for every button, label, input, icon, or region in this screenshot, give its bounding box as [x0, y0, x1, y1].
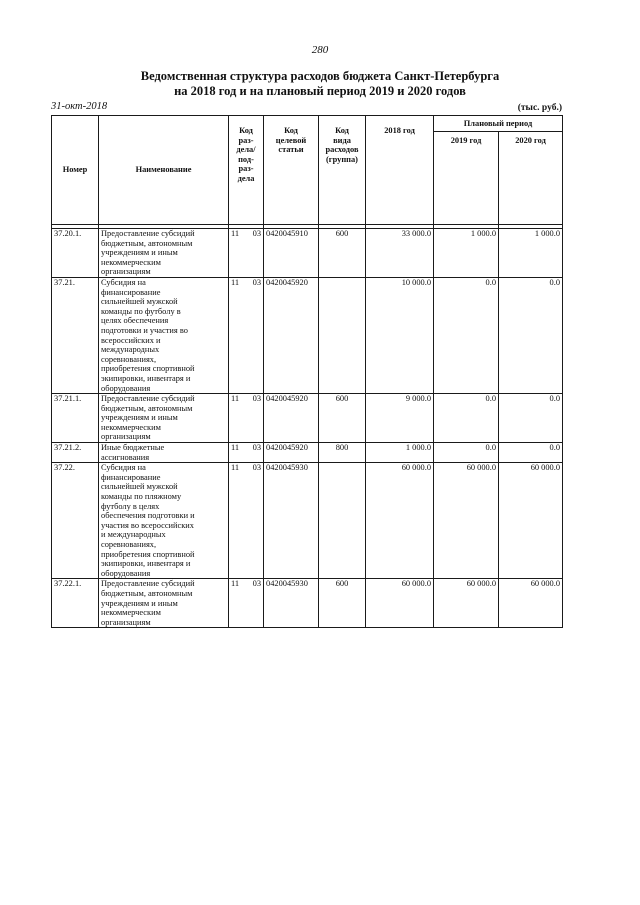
header-target-code: Код целевой статьи: [264, 116, 319, 225]
row-target-code: 0420045930: [264, 463, 319, 579]
row-section-code: [229, 443, 264, 463]
row-2019: 1 000.0: [434, 229, 499, 278]
row-2019: 0.0: [434, 394, 499, 443]
row-2018: 33 000.0: [366, 229, 434, 278]
section-code-b: 03: [252, 579, 261, 589]
row-expense-type: [319, 277, 366, 393]
row-expense-type: 600: [319, 579, 366, 628]
row-section-code: [229, 394, 264, 443]
table-row: [52, 277, 563, 393]
row-2020: 0.0: [499, 277, 563, 393]
row-name: Предоставление субсидий бюджетным, автономным учреждениям и иным некоммерческим организациям: [99, 579, 229, 628]
document-title-line-1: Ведомственная структура расходов бюджета Санкт-Петербурга: [140, 69, 500, 83]
row-2020: 60 000.0: [499, 579, 563, 628]
row-target-code: 0420045920: [264, 277, 319, 393]
row-name: Иные бюджетные ассигнования: [99, 443, 229, 463]
table-row: [52, 463, 563, 579]
row-number: 37.22.1.: [52, 579, 99, 628]
row-expense-type: 600: [319, 394, 366, 443]
header-2019: 2019 год: [434, 132, 499, 225]
header-2020: 2020 год: [499, 132, 563, 225]
table-row: [52, 229, 563, 278]
section-code-a: 11: [231, 443, 240, 453]
row-2018: 60 000.0: [366, 579, 434, 628]
row-2019: 60 000.0: [434, 463, 499, 579]
section-code-a: 11: [231, 463, 240, 473]
row-2019: 60 000.0: [434, 579, 499, 628]
section-code-a: 11: [231, 277, 240, 287]
row-number: 37.21.1.: [52, 394, 99, 443]
section-code-b: 03: [252, 463, 261, 473]
row-section-code: [229, 277, 264, 393]
table-row: [52, 579, 563, 628]
row-number: 37.21.: [52, 277, 99, 393]
table-header: [52, 116, 563, 225]
header-2018: 2018 год: [366, 116, 434, 225]
row-2020: 0.0: [499, 394, 563, 443]
document-title: [60, 69, 580, 99]
document-date: 31-окт-2018: [51, 101, 108, 112]
row-expense-type: 800: [319, 443, 366, 463]
row-target-code: 0420045920: [264, 443, 319, 463]
row-name: Предоставление субсидий бюджетным, автономным учреждениям и иным некоммерческим организациям: [99, 229, 229, 278]
budget-table: [51, 115, 563, 628]
row-2018: 10 000.0: [366, 277, 434, 393]
row-number: 37.20.1.: [52, 229, 99, 278]
header-planned-period: Плановый период: [434, 116, 563, 132]
table-body: [52, 225, 563, 628]
row-2020: 0.0: [499, 443, 563, 463]
row-name: Предоставление субсидий бюджетным, автономным учреждениям и иным некоммерческим организациям: [99, 394, 229, 443]
row-expense-type: 600: [319, 229, 366, 278]
section-code-a: 11: [231, 394, 240, 404]
section-code-a: 11: [231, 229, 240, 238]
section-code-b: 03: [252, 277, 261, 287]
row-2019: 0.0: [434, 277, 499, 393]
header-number: Номер: [52, 116, 99, 225]
row-2018: 60 000.0: [366, 463, 434, 579]
row-name: Субсидия на финансирование сильнейшей мужской команды по футболу в целях обеспечения подготовки и участия во всероссийских и международных соревнованиях, приобретения спортивной экипировки, инвентаря и оборудования: [99, 277, 229, 393]
row-2018: 9 000.0: [366, 394, 434, 443]
row-target-code: 0420045920: [264, 394, 319, 443]
row-2020: 1 000.0: [499, 229, 563, 278]
row-target-code: 0420045930: [264, 579, 319, 628]
section-code-b: 03: [252, 229, 261, 238]
currency-unit: (тыс. руб.): [517, 103, 562, 113]
table-row: [52, 443, 563, 463]
row-2020: 60 000.0: [499, 463, 563, 579]
row-number: 37.22.: [52, 463, 99, 579]
row-section-code: [229, 463, 264, 579]
row-2019: 0.0: [434, 443, 499, 463]
section-code-a: 11: [231, 579, 240, 589]
header-expense-type: Код вида расходов (группа): [319, 116, 366, 225]
table-row: [52, 394, 563, 443]
row-expense-type: [319, 463, 366, 579]
page-number: 280: [311, 44, 329, 56]
header-name: Наименование: [99, 116, 229, 225]
row-number: 37.21.2.: [52, 443, 99, 463]
section-code-b: 03: [252, 443, 261, 453]
section-code-b: 03: [252, 394, 261, 404]
row-name: Субсидия на финансирование сильнейшей мужской команды по пляжному футболу в целях обеспечения подготовки и участия во всероссийских и международных соревнованиях, приобретения спортивной экипировки, инвентаря и оборудования: [99, 463, 229, 579]
row-section-code: [229, 579, 264, 628]
row-2018: 1 000.0: [366, 443, 434, 463]
header-section-code: Код раз- дела/ под- раз- дела: [229, 116, 264, 225]
document-title-line-2: на 2018 год и на плановый период 2019 и 2020 годов: [174, 84, 466, 98]
row-section-code: [229, 229, 264, 278]
row-target-code: 0420045910: [264, 229, 319, 278]
